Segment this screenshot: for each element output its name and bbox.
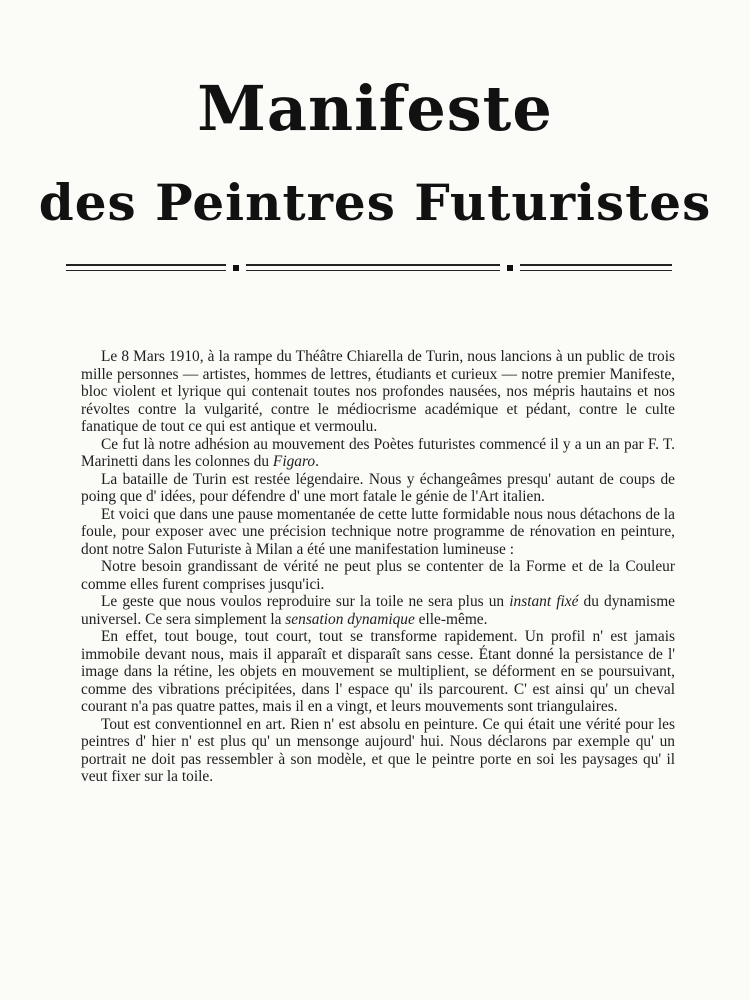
paragraph [81,628,675,716]
italic-text: instant fixé [509,593,579,610]
title-line-1: Manifeste [197,72,553,145]
paragraph [81,348,675,436]
paragraph [81,436,675,471]
paragraph-text: . [315,453,319,470]
paragraph-text: En effet, tout bouge, tout court, tout se transforme rapidement. Un profil n' est jamais immobile devant nous, mais il apparaît et disparaît sans cesse. Étant donné la persistance de l' image dans la rétine, les objets en mouvement se multiplient, se déforment en se poursuivant, comme des vibrations précipitées, dans l' espace qu' ils parcourent. C' est ainsi qu' un cheval courant n'a pas quatre pattes, mais il en a vingt, et leurs mouvements sont triangulaires. [81,628,675,715]
rule-dot [507,265,513,271]
body-text [81,348,675,786]
paragraph-text: du dynamisme universel. Ce sera simplement la [81,593,676,628]
paragraph-text: Ce fut là notre adhésion au mouvement des Poètes futuristes commencé il y a un an par F. T. Marinetti dans les colonnes du [81,435,675,470]
paragraph [81,716,675,786]
paragraph-text: Le 8 Mars 1910, à la rampe du Théâtre Chiarella de Turin, nous lancions à un public de trois mille personnes — artistes, hommes de lettres, étudiants et curieux — notre premier Manifeste, bloc violent et lyrique qui contenait toutes nos profondes nausées, nos mépris hautains et nos révoltes contre la vulgarité, contre le médiocrisme académique et pédant, contre le culte fanatique de tout ce qui est antique et vermoulu. [81,348,675,435]
rule-dot [233,265,239,271]
paragraph-text: Notre besoin grandissant de vérité ne peut plus se contenter de la Forme et de la Couleur comme elles furent comprises jusqu'ici. [81,558,675,593]
ornamental-rule [66,262,672,274]
rule-segment [520,262,672,274]
title-line-2: des Peintres Futuristes [38,173,712,232]
paragraph [81,506,675,559]
paragraph-text: Et voici que dans une pause momentanée de cette lutte formidable nous nous détachons de la foule, pour exposer avec une précision technique notre programme de rénovation en peinture, dont notre Salon Futuriste à Milan a été une manifestation lumineuse : [81,505,675,558]
paragraph [81,471,675,506]
italic-text: sensation dynamique [285,610,415,628]
paragraph-text: elle-même. [414,610,488,628]
paragraph-text: Tout est conventionnel en art. Rien n' est absolu en peinture. Ce qui était une vérité pour les peintres d' hier n' est plus qu' un mensonge aujourd' hui. Nous déclarons par exemple qu' un portrait ne doit pas ressembler à son modèle, et que le peintre porte en soi les paysages qu' il veut fixer sur la toile. [81,715,675,785]
rule-segment [66,262,226,274]
paragraph-text: La bataille de Turin est restée légendaire. Nous y échangeâmes presqu' autant de coups de poing que d' idées, pour défendre d' une mort fatale le génie de l'Art italien. [81,470,675,505]
rule-segment [246,262,500,274]
italic-text: Figaro [272,453,316,470]
paragraph [81,558,675,593]
paragraph [81,593,675,628]
paragraph-text: Le geste que nous voulos reproduire sur la toile ne sera plus un [101,593,510,610]
